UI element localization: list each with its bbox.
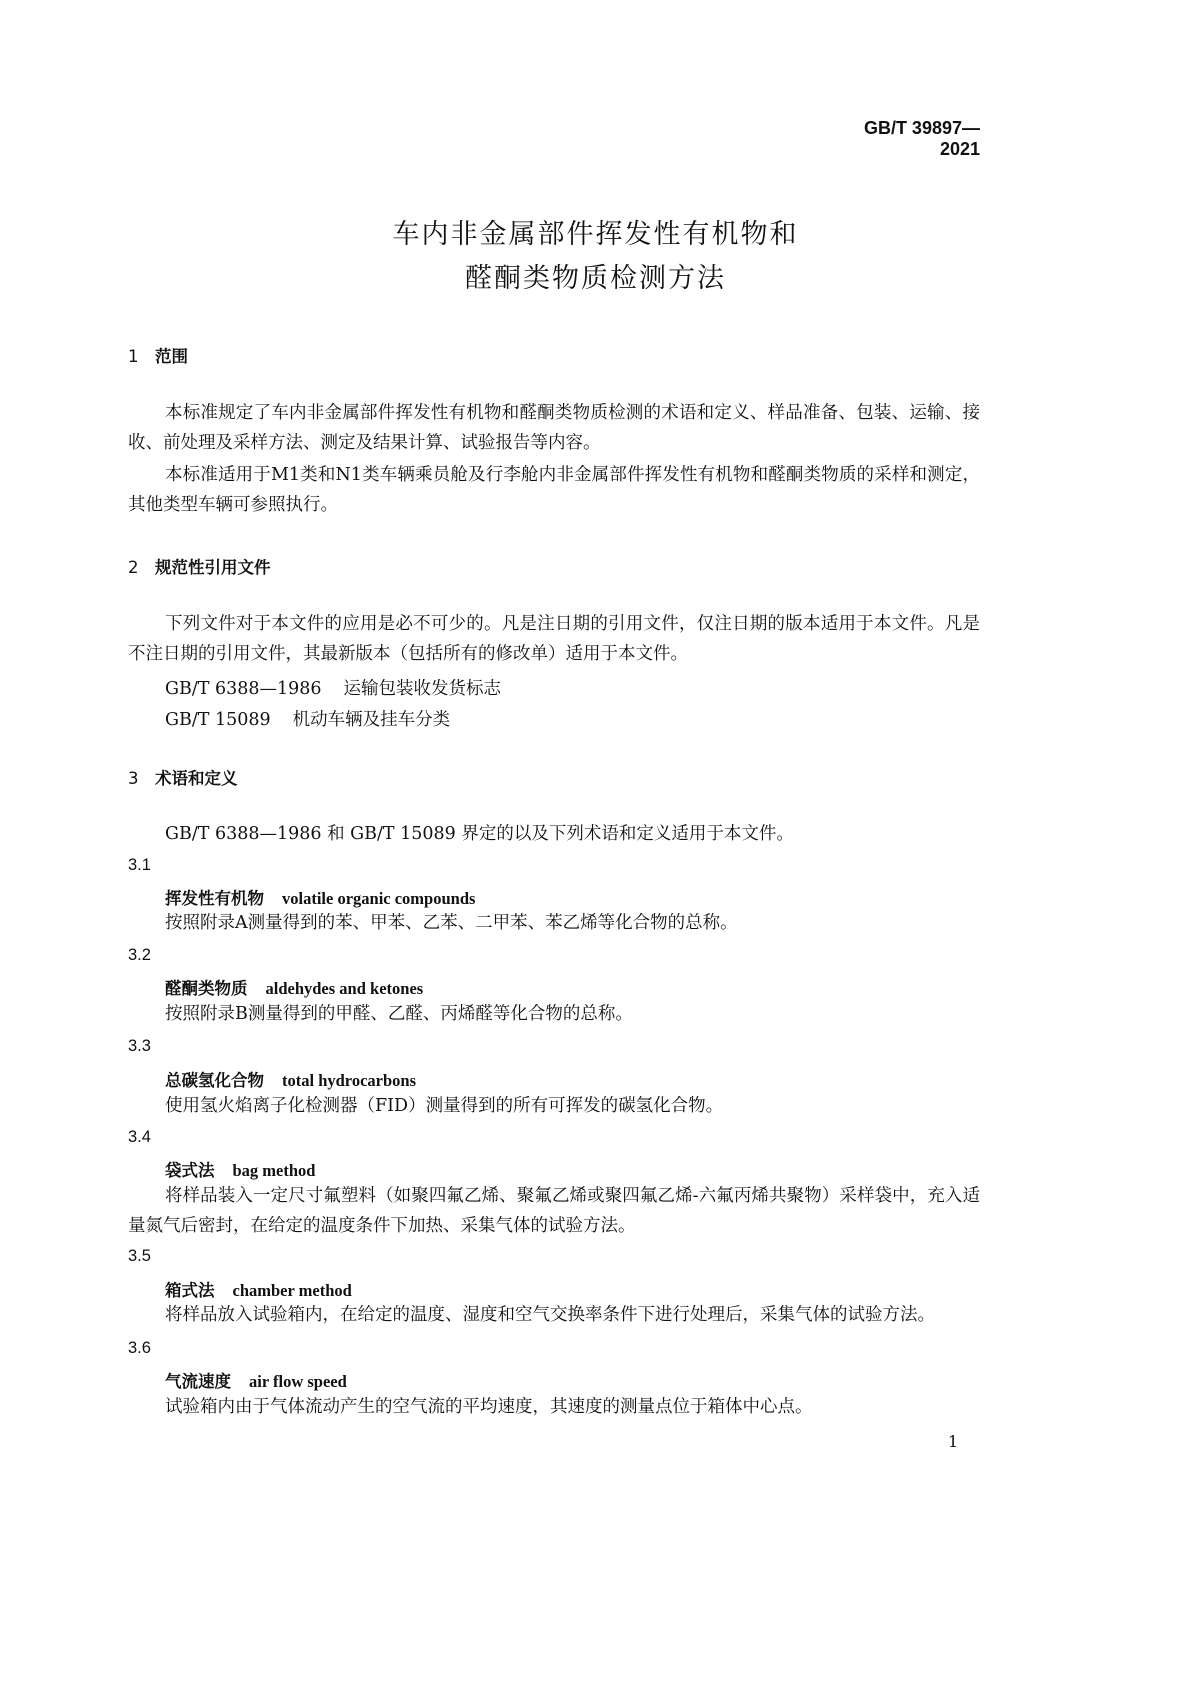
standard-number: GB/T 39897—2021 — [863, 118, 980, 159]
term-english: aldehydes and ketones — [265, 979, 424, 998]
reference-item — [165, 706, 450, 731]
clause-number: 3.3 — [128, 1037, 151, 1055]
section-heading-terms — [128, 765, 238, 789]
reference-item — [165, 675, 501, 700]
term-english: air flow speed — [249, 1372, 347, 1391]
term-english: bag method — [232, 1161, 316, 1180]
clause-number: 3.2 — [128, 946, 151, 964]
term-chinese: 挥发性有机物 — [165, 889, 264, 908]
clause-number: 3.6 — [128, 1339, 151, 1357]
term-chinese: 袋式法 — [165, 1161, 215, 1180]
term-definition: 使用氢火焰离子化检测器（FID）测量得到的所有可挥发的碳氢化合物。 — [165, 1096, 724, 1116]
scope-paragraph-2: 本标准适用于M1类和N1类车辆乘员舱及行李舱内非金属部件挥发性有机物和醛酮类物质的采样和测定，其他类型车辆可参照执行。 — [128, 465, 980, 515]
normative-references-intro: 下列文件对于本文件的应用是必不可少的。凡是注日期的引用文件，仅注日期的版本适用于本文件。凡是不注日期的引用文件，其最新版本（包括所有的修改单）适用于本文件。 — [128, 614, 980, 664]
clause-number: 3.1 — [128, 856, 151, 874]
term-chinese: 气流速度 — [165, 1372, 231, 1391]
section-heading-normative-references — [128, 554, 271, 578]
clause-number: 3.5 — [128, 1247, 151, 1265]
term-definition: 试验箱内由于气体流动产生的空气流的平均速度，其速度的测量点位于箱体中心点。 — [165, 1397, 813, 1417]
term-english: volatile organic compounds — [282, 889, 476, 908]
reference-code: GB/T 15089 — [165, 710, 271, 730]
term-entry — [165, 1277, 352, 1301]
term-chinese: 总碳氢化合物 — [165, 1071, 264, 1090]
section-title: 范围 — [155, 347, 188, 366]
term-entry — [165, 1157, 315, 1181]
section-number: 3 — [128, 769, 139, 788]
term-entry — [165, 975, 423, 999]
term-chinese: 箱式法 — [165, 1281, 215, 1300]
term-definition: 按照附录B测量得到的甲醛、乙醛、丙烯醛等化合物的总称。 — [165, 1004, 633, 1024]
term-english: chamber method — [232, 1281, 352, 1300]
section-number: 2 — [128, 558, 139, 577]
term-definition: 按照附录A测量得到的苯、甲苯、乙苯、二甲苯、苯乙烯等化合物的总称。 — [165, 913, 738, 933]
section-title: 规范性引用文件 — [155, 558, 271, 577]
scope-paragraph-1: 本标准规定了车内非金属部件挥发性有机物和醛酮类物质检测的术语和定义、样品准备、包装、运输、接收、前处理及采样方法、测定及结果计算、试验报告等内容。 — [128, 403, 980, 453]
reference-title: 机动车辆及挂车分类 — [292, 710, 451, 730]
section-heading-scope — [128, 343, 188, 367]
term-entry — [165, 1368, 347, 1392]
term-entry — [165, 885, 475, 909]
reference-title: 运输包装收发货标志 — [343, 679, 502, 699]
term-definition: 将样品放入试验箱内，在给定的温度、湿度和空气交换率条件下进行处理后，采集气体的试验方法。 — [165, 1305, 935, 1325]
section-number: 1 — [128, 347, 139, 366]
clause-number: 3.4 — [128, 1128, 151, 1146]
document-title-line1: 车内非金属部件挥发性有机物和 — [392, 219, 799, 250]
terms-intro: GB/T 6388—1986 和 GB/T 15089 界定的以及下列术语和定义适用于本文件。 — [165, 824, 794, 844]
page-number: 1 — [948, 1432, 959, 1451]
term-definition: 将样品装入一定尺寸氟塑料（如聚四氟乙烯、聚氟乙烯或聚四氟乙烯-六氟丙烯共聚物）采样袋中，充入适量氮气后密封，在给定的温度条件下加热、采集气体的试验方法。 — [128, 1186, 980, 1236]
section-title: 术语和定义 — [155, 769, 238, 788]
term-english: total hydrocarbons — [282, 1071, 416, 1090]
term-entry — [165, 1067, 416, 1091]
document-title-line2: 醛酮类物质检测方法 — [465, 263, 726, 294]
term-chinese: 醛酮类物质 — [165, 979, 248, 998]
reference-code: GB/T 6388—1986 — [165, 679, 322, 699]
